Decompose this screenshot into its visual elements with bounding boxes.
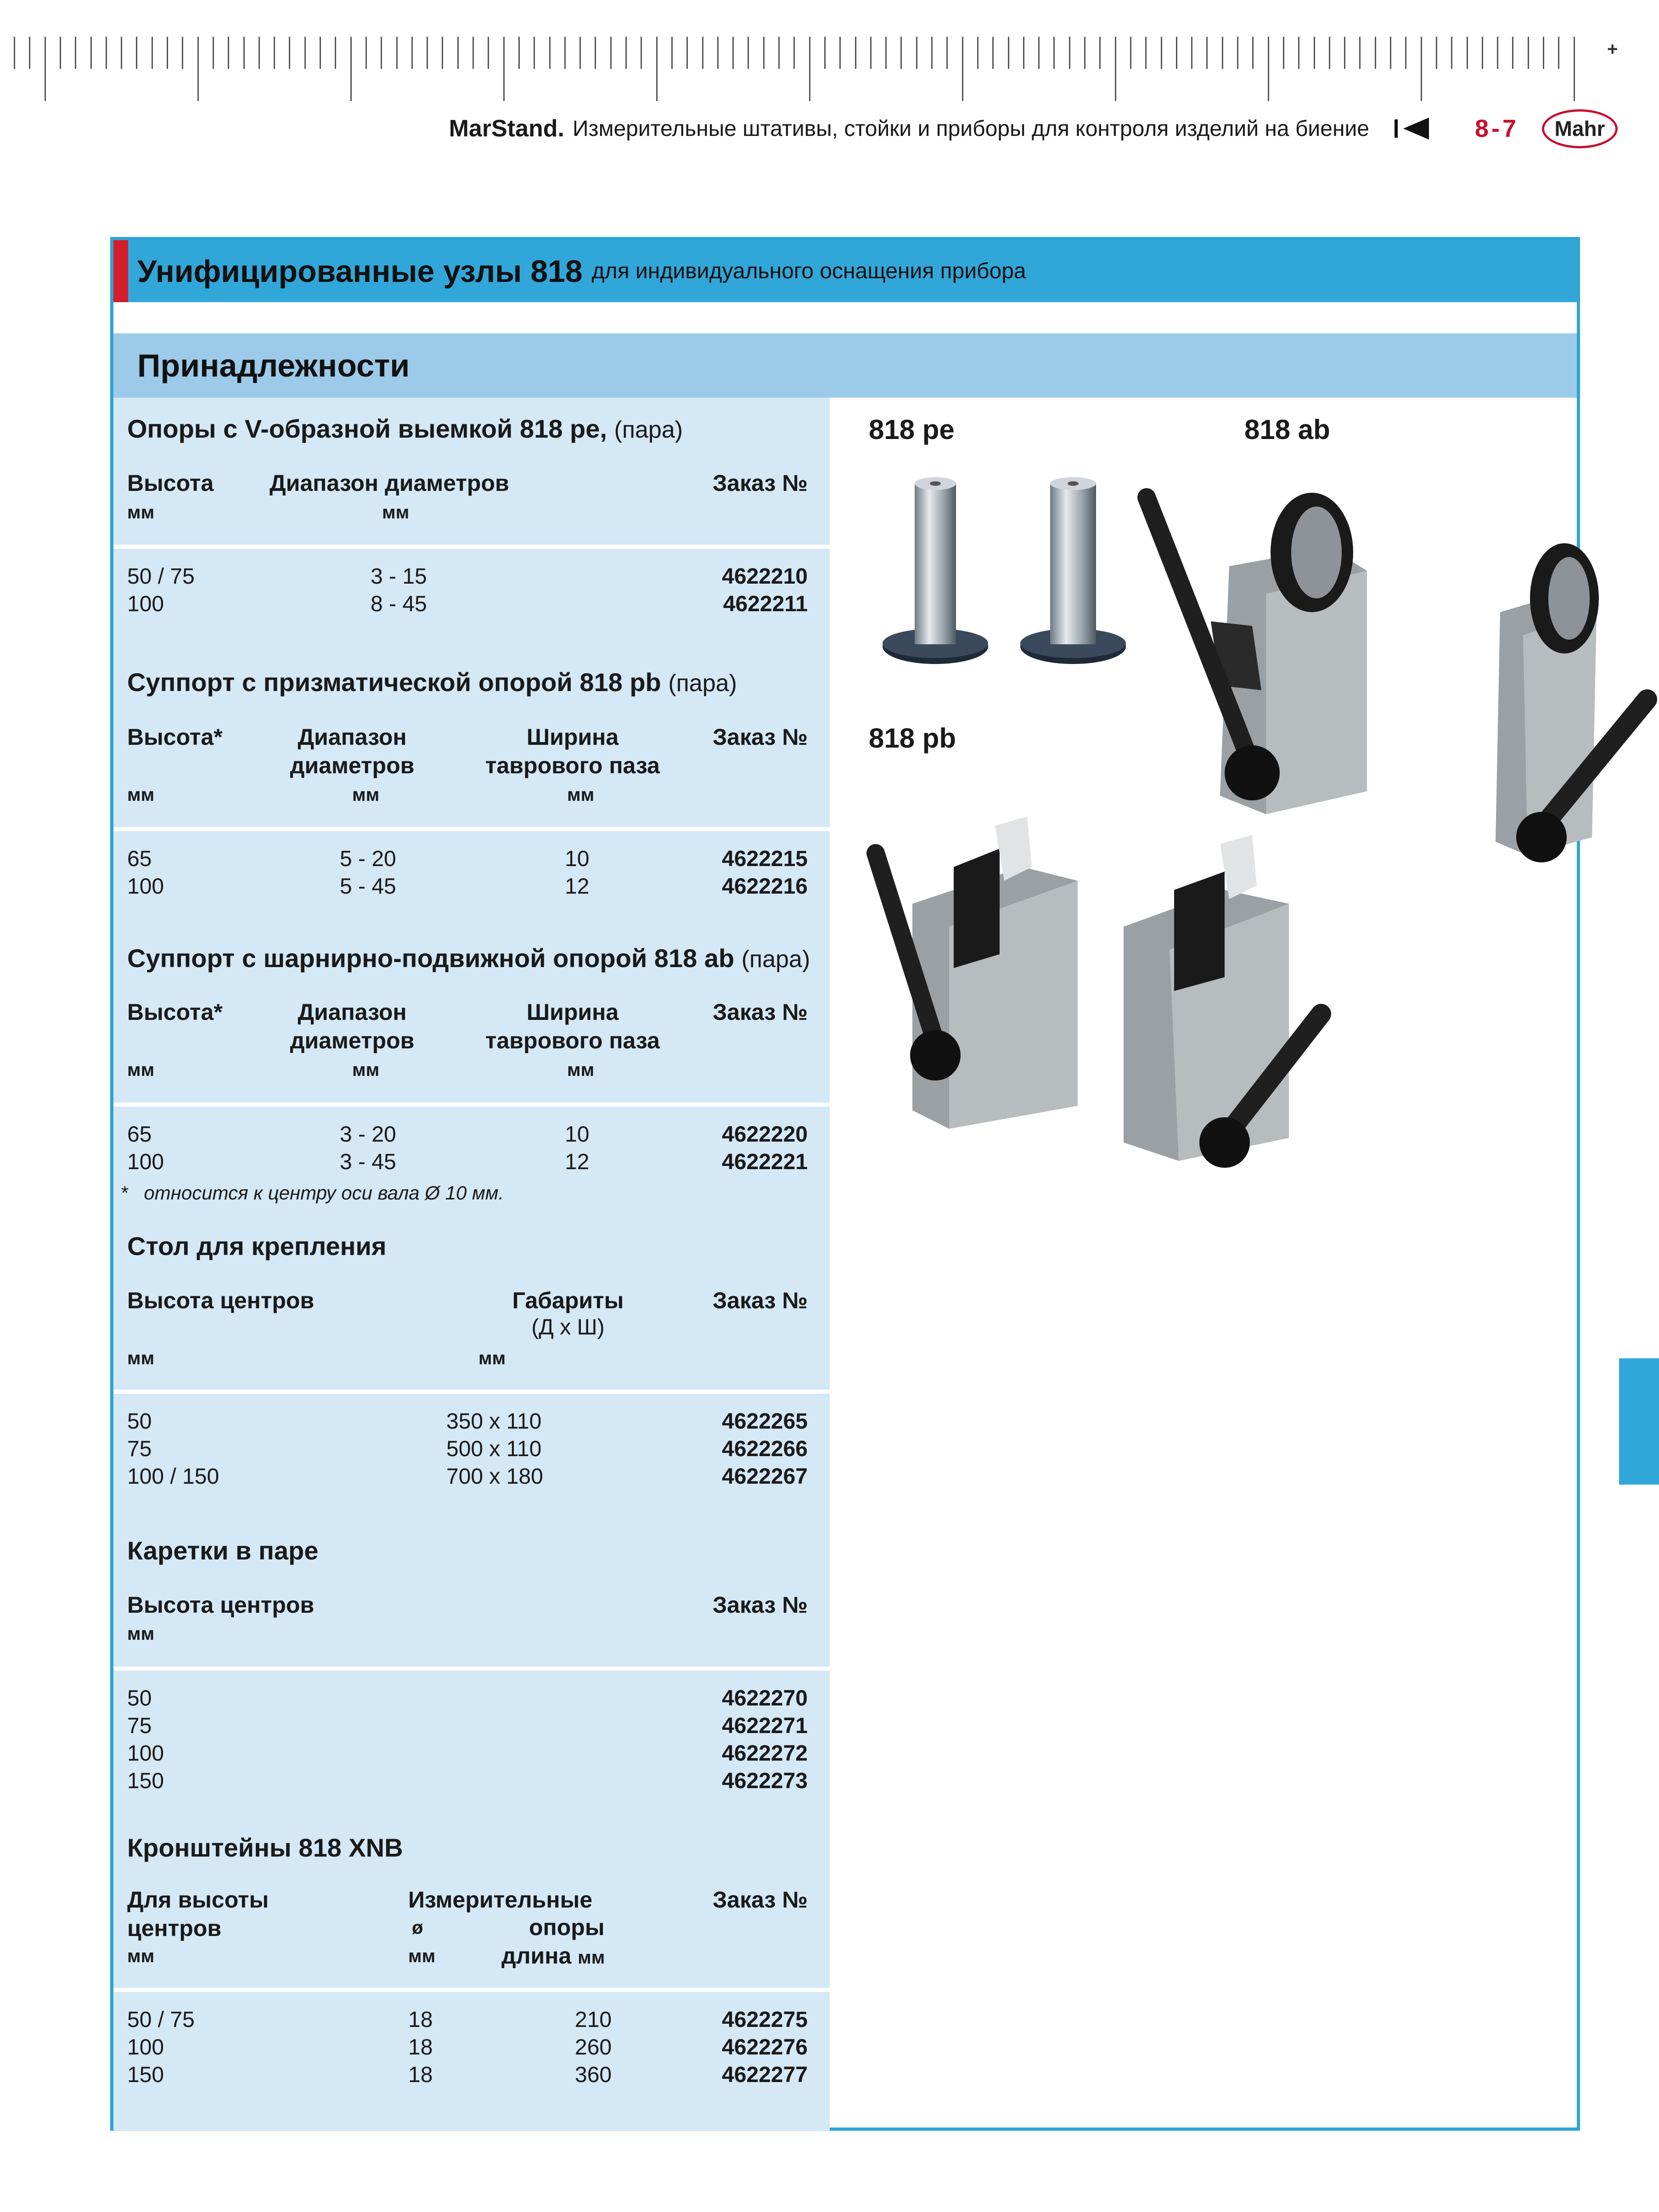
ruler-tick <box>442 37 443 69</box>
pb-col-width-1: Ширина <box>526 724 619 750</box>
pe-r1-range: 3 - 15 <box>371 564 427 589</box>
table-col-dim: Габариты <box>512 1288 624 1313</box>
ab-unit-1: мм <box>127 1060 155 1080</box>
carriages-col-order: Заказ № <box>712 1592 808 1618</box>
xnb-r1-len: 210 <box>575 2008 612 2032</box>
ruler-tick <box>197 37 199 101</box>
pb-col-order: Заказ № <box>712 724 808 750</box>
xnb-r3-dia: 18 <box>408 2063 433 2087</box>
ruler-tick <box>1038 37 1040 69</box>
header-divider <box>1395 119 1398 138</box>
ruler-tick <box>167 37 168 69</box>
table-col-height: Высота центров <box>127 1288 315 1313</box>
ruler-tick <box>1237 37 1238 69</box>
ruler-tick <box>1436 37 1437 69</box>
spec-column <box>113 398 830 2131</box>
ruler-tick <box>1191 37 1192 69</box>
xnb-col-for <box>127 1886 269 1942</box>
xnb-unit-3: мм <box>578 1947 605 1968</box>
pb-col-height: Высота* <box>127 724 223 750</box>
ruler-tick <box>1008 37 1009 69</box>
pb-r1-height: 65 <box>127 847 152 871</box>
ruler-tick <box>549 37 551 69</box>
v-support-right <box>1020 477 1126 664</box>
xnb-col-length <box>501 1942 605 1972</box>
ruler-tick <box>977 37 979 69</box>
ruler-tick <box>1298 37 1299 69</box>
ab-r1-width: 10 <box>565 1122 590 1147</box>
ruler-tick <box>1115 37 1116 101</box>
ab-unit-3: мм <box>567 1060 595 1080</box>
pb-title-note: (пара) <box>668 670 737 697</box>
ruler-tick <box>839 37 841 69</box>
table-r3-height: 100 / 150 <box>127 1464 219 1489</box>
xnb-r3-order: 4622277 <box>722 2063 808 2087</box>
table-col-order: Заказ № <box>712 1288 808 1313</box>
xnb-unit-1: мм <box>127 1946 155 1966</box>
table-divider <box>113 1390 830 1394</box>
table-r2-order: 4622266 <box>722 1437 808 1461</box>
ruler-tick <box>702 37 703 69</box>
ruler-tick <box>1283 37 1284 69</box>
ruler-tick <box>396 37 398 69</box>
ruler-tick <box>1421 37 1422 101</box>
ruler-tick <box>1390 37 1391 69</box>
xnb-col-for-1: Для высоты <box>127 1887 269 1913</box>
mahr-logo <box>1542 109 1618 148</box>
xnb-r3-height: 150 <box>127 2063 164 2087</box>
carriages-col-height: Высота центров <box>127 1592 315 1618</box>
ruler-tick <box>1222 37 1223 69</box>
pb-unit-3: мм <box>567 785 595 805</box>
prism-support-right <box>1124 835 1321 1168</box>
ruler-tick <box>656 37 658 101</box>
ruler-tick <box>366 37 367 69</box>
carriages-r3-height: 100 <box>127 1741 164 1766</box>
pb-col-range <box>288 723 416 780</box>
table-r1-dim: 350 x 110 <box>446 1409 542 1434</box>
ruler-tick <box>1375 37 1376 69</box>
ruler-tick <box>1252 37 1254 69</box>
ruler-tick <box>213 37 214 69</box>
ab-col-width-1: Ширина <box>526 999 619 1025</box>
ruler-tick <box>259 37 260 69</box>
registration-ruler <box>14 37 1584 106</box>
ruler-tick <box>717 37 719 69</box>
pb-title: Суппорт с призматической опорой 818 pb <box>127 668 661 697</box>
table-r2-dim: 500 x 110 <box>446 1437 542 1461</box>
ruler-tick <box>1161 37 1162 69</box>
ruler-tick <box>686 37 688 69</box>
table-r2-height: 75 <box>127 1437 152 1461</box>
ruler-tick <box>931 37 933 69</box>
xnb-col-order: Заказ № <box>712 1887 808 1913</box>
section-title-ab <box>127 943 810 973</box>
xnb-r2-height: 100 <box>127 2035 164 2060</box>
ruler-tick <box>595 37 596 69</box>
prism-support-left <box>876 816 1078 1129</box>
ruler-tick <box>1405 37 1406 69</box>
xnb-r1-height: 50 / 75 <box>127 2008 195 2032</box>
ruler-tick <box>1314 37 1315 69</box>
ab-col-range-2: диаметров <box>290 1028 415 1053</box>
ruler-tick <box>763 37 765 69</box>
xnb-unit-2: мм <box>408 1946 436 1966</box>
ruler-tick <box>870 37 872 69</box>
ruler-tick <box>60 37 61 69</box>
footnote-star: * <box>120 1182 128 1204</box>
section-title-xnb: Кронштейны 818 XNB <box>127 1833 403 1862</box>
accessories-bar <box>113 333 1577 398</box>
ab-r1-order: 4622220 <box>722 1122 808 1147</box>
carriages-r4-order: 4622273 <box>722 1769 808 1793</box>
table-unit-2: мм <box>478 1348 506 1368</box>
table-r1-height: 50 <box>127 1409 152 1434</box>
ruler-tick <box>579 37 581 69</box>
ruler-tick <box>809 37 810 101</box>
section-title-pe <box>127 414 683 444</box>
ruler-tick <box>946 37 948 69</box>
ruler-tick <box>885 37 887 69</box>
ruler-tick <box>45 37 46 101</box>
ab-r2-width: 12 <box>565 1150 590 1174</box>
ab-col-height: Высота* <box>127 999 223 1025</box>
carriages-r3-order: 4622272 <box>722 1741 808 1766</box>
section-title-table: Стол для крепления <box>127 1232 387 1261</box>
ab-unit-2: мм <box>352 1060 380 1080</box>
back-arrow-icon <box>1403 118 1429 140</box>
ruler-tick <box>472 37 474 69</box>
ruler-tick <box>855 37 856 69</box>
carriages-r4-height: 150 <box>127 1769 164 1793</box>
ab-col-width-2: таврового паза <box>485 1028 660 1053</box>
pb-col-width <box>476 723 669 780</box>
ruler-tick <box>534 37 535 69</box>
roller-support-right <box>1496 543 1647 862</box>
pb-r1-range: 5 - 20 <box>340 847 396 871</box>
carriages-r1-order: 4622270 <box>722 1686 808 1711</box>
ruler-tick <box>1069 37 1070 69</box>
content-frame <box>110 237 1580 2131</box>
pb-col-range-2: диаметров <box>290 753 415 778</box>
ruler-tick <box>350 37 352 101</box>
ruler-tick <box>1359 37 1361 69</box>
ruler-tick <box>1084 37 1085 69</box>
ruler-tick <box>1145 37 1147 69</box>
footnote <box>120 1182 504 1204</box>
pb-divider <box>113 827 830 831</box>
pe-title: Опоры с V-образной выемкой 818 pe, <box>127 414 607 443</box>
carriages-r2-height: 75 <box>127 1714 152 1738</box>
title-accent-bar <box>113 240 128 302</box>
pe-col-range: Диапазон диаметров <box>270 470 509 496</box>
ruler-tick <box>1023 37 1024 69</box>
header-brand: MarStand. <box>449 115 564 142</box>
ruler-tick <box>564 37 566 69</box>
ruler-tick <box>1497 37 1498 69</box>
ruler-tick <box>289 37 290 69</box>
ruler-tick <box>900 37 902 69</box>
ruler-tick <box>625 37 627 69</box>
xnb-r2-len: 260 <box>575 2035 612 2060</box>
ruler-tick <box>503 37 505 101</box>
ab-title-note: (пара) <box>741 946 810 973</box>
page-subtitle: для индивидуального оснащения прибора <box>591 259 1026 283</box>
pe-r2-height: 100 <box>127 592 164 616</box>
header-subtitle: Измерительные штативы, стойки и приборы для контроля изделий на биение <box>572 116 1369 141</box>
ruler-tick <box>793 37 795 69</box>
table-r3-dim: 700 x 180 <box>446 1464 543 1489</box>
pe-col-height: Высота <box>127 470 214 496</box>
product-image-818-pb <box>857 775 1399 1188</box>
ab-r2-order: 4622221 <box>722 1150 808 1174</box>
section-title-pb <box>127 667 737 697</box>
ruler-tick <box>1268 37 1269 101</box>
ruler-tick <box>1053 37 1055 69</box>
table-unit-1: мм <box>127 1348 155 1368</box>
footnote-text: относится к центру оси вала Ø 10 мм. <box>144 1182 504 1204</box>
pe-r2-order: 4622211 <box>723 592 808 616</box>
pb-r1-width: 10 <box>565 847 590 871</box>
ruler-tick <box>1543 37 1544 69</box>
ruler-tick <box>274 37 275 69</box>
carriages-r1-height: 50 <box>127 1686 152 1711</box>
ruler-tick <box>1206 37 1208 69</box>
title-bar <box>113 240 1577 302</box>
label-818-ab: 818 ab <box>1244 414 1330 445</box>
table-r1-order: 4622265 <box>722 1409 808 1434</box>
ruler-tick <box>14 37 15 69</box>
carriages-r2-order: 4622271 <box>722 1714 808 1738</box>
carriages-unit: мм <box>127 1624 155 1644</box>
pb-col-range-1: Диапазон <box>298 724 407 750</box>
ruler-tick <box>1467 37 1468 69</box>
ab-r1-range: 3 - 20 <box>340 1122 396 1147</box>
ruler-tick <box>29 37 30 69</box>
ruler-tick <box>916 37 917 69</box>
ruler-tick <box>992 37 994 69</box>
ruler-tick <box>90 37 92 69</box>
ruler-tick <box>228 37 229 69</box>
xnb-col-meas-2: опоры <box>529 1914 605 1940</box>
xnb-r1-order: 4622275 <box>722 2008 808 2032</box>
ab-r2-range: 3 - 45 <box>340 1150 396 1174</box>
pb-unit-2: мм <box>352 785 380 805</box>
ruler-tick <box>1329 37 1330 69</box>
page-header <box>449 110 1618 147</box>
xnb-phi: ø <box>412 1918 423 1938</box>
ruler-tick <box>1482 37 1483 69</box>
pe-r1-height: 50 / 75 <box>127 564 195 589</box>
ruler-tick <box>824 37 826 69</box>
ab-col-width <box>476 998 669 1055</box>
pb-unit-1: мм <box>127 785 155 805</box>
ruler-tick <box>152 37 153 69</box>
ruler-tick <box>962 37 963 101</box>
ruler-tick <box>136 37 137 69</box>
ruler-tick <box>732 37 734 69</box>
label-818-pb: 818 pb <box>869 723 956 754</box>
ruler-tick <box>1528 37 1529 69</box>
ab-divider <box>113 1103 830 1107</box>
ab-r1-height: 65 <box>127 1122 152 1147</box>
xnb-r1-dia: 18 <box>408 2008 433 2032</box>
pe-col-order: Заказ № <box>712 470 808 496</box>
xnb-r2-order: 4622276 <box>722 2035 808 2060</box>
xnb-r3-len: 360 <box>575 2063 612 2087</box>
ruler-tick <box>381 37 382 69</box>
table-r3-order: 4622267 <box>722 1464 808 1489</box>
ab-col-range-1: Диапазон <box>298 999 407 1025</box>
ruler-tick <box>75 37 76 69</box>
v-support-left <box>883 477 988 664</box>
xnb-divider <box>113 1988 830 1992</box>
ruler-tick <box>1512 37 1513 69</box>
pb-col-width-2: таврового паза <box>485 753 660 778</box>
ruler-tick <box>243 37 245 69</box>
ruler-tick <box>1344 37 1345 69</box>
ruler-tick <box>1558 37 1559 69</box>
pe-divider <box>113 545 830 549</box>
ruler-tick <box>1574 37 1575 101</box>
xnb-col-length-label: длина <box>501 1943 572 1969</box>
ab-col-range <box>288 998 416 1055</box>
page-number: 8-7 <box>1474 115 1519 142</box>
ruler-tick <box>1099 37 1101 69</box>
ruler-tick <box>641 37 642 69</box>
ruler-tick <box>671 37 673 69</box>
pb-r2-order: 4622216 <box>722 874 808 899</box>
pb-r2-height: 100 <box>127 874 164 899</box>
accessories-title: Принадлежности <box>137 348 410 383</box>
table-col-dim-sub: (Д х Ш) <box>531 1315 605 1340</box>
ab-title: Суппорт с шарнирно-подвижной опорой 818 ab <box>127 944 735 973</box>
pe-unit-range: мм <box>382 502 410 523</box>
ruler-tick <box>335 37 336 69</box>
carriages-divider <box>113 1666 830 1671</box>
pb-r1-order: 4622215 <box>722 847 808 871</box>
roller-support-left <box>1147 493 1367 814</box>
ruler-tick <box>121 37 122 69</box>
logo-text: Mahr <box>1554 117 1605 141</box>
pe-title-note: (пара) <box>614 417 683 443</box>
ruler-tick <box>778 37 780 69</box>
ruler-tick <box>488 37 489 69</box>
ruler-tick <box>182 37 183 69</box>
xnb-col-meas: Измерительные <box>408 1887 593 1913</box>
ruler-tick <box>1130 37 1131 69</box>
pe-r1-order: 4622210 <box>722 564 808 589</box>
page-title: Унифицированные узлы 818 <box>137 253 583 289</box>
ruler-tick <box>106 37 107 69</box>
ruler-tick <box>1451 37 1452 69</box>
ruler-tick <box>427 37 428 69</box>
pe-r2-range: 8 - 45 <box>371 592 427 616</box>
ab-col-order: Заказ № <box>712 999 808 1025</box>
pb-r2-width: 12 <box>565 874 590 899</box>
pe-unit-height: мм <box>127 502 155 523</box>
label-818-pe: 818 pe <box>869 414 955 445</box>
section-tab-marker <box>1619 1358 1659 1485</box>
pb-r2-range: 5 - 45 <box>340 874 396 899</box>
ruler-tick <box>320 37 321 69</box>
ruler-tick <box>610 37 612 69</box>
xnb-r2-dia: 18 <box>408 2035 433 2060</box>
ruler-tick <box>457 37 459 69</box>
ruler-tick <box>1176 37 1177 69</box>
ruler-tick <box>411 37 413 69</box>
ruler-tick <box>748 37 749 69</box>
crop-mark-plus: + <box>1607 39 1618 59</box>
section-title-carriages: Каретки в паре <box>127 1536 319 1565</box>
ruler-tick <box>304 37 306 69</box>
xnb-col-for-2: центров <box>127 1915 222 1941</box>
ab-r2-height: 100 <box>127 1150 164 1174</box>
ruler-tick <box>518 37 520 69</box>
